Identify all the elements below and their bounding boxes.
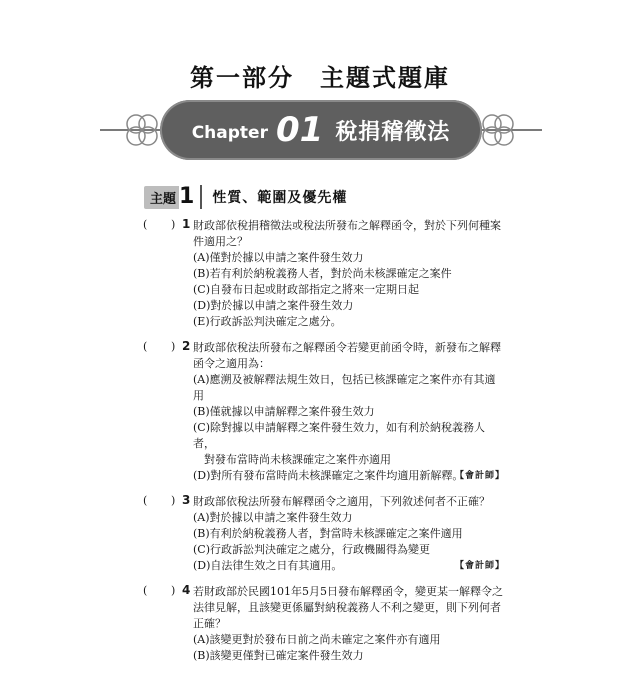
question-number: 2 (182, 339, 191, 353)
option-text: (B)僅就據以申請解釋之案件發生效力 (193, 405, 375, 418)
source-tag: 【會計師】 (454, 561, 505, 571)
question-item (0, 584, 640, 664)
option-item (193, 510, 505, 526)
answer-paren-right: ) (171, 584, 176, 597)
option-text: (D)對於據以申請之案件發生效力 (193, 299, 354, 312)
option-text: (C)行政訴訟判決確定之處分，行政機關得為變更 (193, 543, 430, 556)
chapter-title: 稅捐稽徵法 (335, 119, 451, 145)
option-text: (B)該變更僅對已確定案件發生效力 (193, 649, 364, 662)
topic-heading (144, 185, 347, 209)
question-text: 若財政部於民國101年5月5日發布解釋函令，變更某一解釋令之法律見解，且該變更係屬對納稅義務人不利之變更，則下列何者正確？ (193, 585, 503, 630)
question-text: 財政部依稅法所發布之解釋函令若變更前函令時，新發布之解釋函令之適用為： (193, 341, 501, 370)
ornament-right-icon (478, 110, 520, 150)
topic-number: 1 (179, 185, 202, 209)
option-item (193, 314, 505, 330)
part-title: 第一部分 主題式題庫 (190, 64, 450, 92)
option-text: (C)自發布日起或財政部指定之將來一定期日起 (193, 283, 419, 296)
option-text: (A)僅對於據以申請之案件發生效力 (193, 251, 364, 264)
option-item (193, 452, 505, 468)
option-text: 對發布當時尚未核課確定之案件亦適用 (204, 453, 391, 466)
option-item (193, 250, 505, 266)
option-text: (A)應溯及被解釋法規生效日，包括已核課確定之案件亦有其適用 (193, 373, 496, 402)
option-item (193, 282, 505, 298)
question-number: 3 (182, 493, 191, 507)
answer-paren-left: ( (143, 340, 148, 353)
option-text: (A)對於據以申請之案件發生效力 (193, 511, 353, 524)
answer-paren-right: ) (171, 218, 176, 231)
question-number: 4 (182, 583, 191, 597)
question-text: 財政部依稅捐稽徵法或稅法所發布之解釋函令，對於下列何種案件適用之？ (193, 219, 501, 248)
option-item (193, 266, 505, 282)
ornament-left-icon (122, 110, 164, 150)
answer-paren-left: ( (143, 494, 148, 507)
option-item (193, 372, 505, 404)
chapter-word: Chapter (191, 123, 268, 143)
answer-paren-left: ( (143, 218, 148, 231)
question-item (0, 494, 640, 574)
option-item (193, 468, 505, 484)
chapter-number: 01 (275, 110, 324, 150)
chapter-banner (160, 100, 482, 160)
question-item (0, 218, 640, 330)
option-item (193, 404, 505, 420)
option-text: (B)若有利於納稅義務人者，對於尚未核課確定之案件 (193, 267, 452, 280)
question-text: 財政部依稅法所發布解釋函令之適用，下列敘述何者不正確？ (193, 495, 490, 508)
option-text: (C)除對據以申請解釋之案件發生效力，如有利於納稅義務人者， (193, 421, 485, 450)
option-item (193, 632, 505, 648)
question-item (0, 340, 640, 484)
option-text: (A)該變更對於發布日前之尚未確定之案件亦有適用 (193, 633, 441, 646)
answer-paren-right: ) (171, 494, 176, 507)
answer-paren-left: ( (143, 584, 148, 597)
question-number: 1 (182, 217, 191, 231)
option-text: (D)對所有發布當時尚未核課確定之案件均適用新解釋。 (193, 469, 464, 482)
option-item (193, 420, 505, 452)
option-item (193, 542, 505, 558)
answer-paren-right: ) (171, 340, 176, 353)
question-list (0, 218, 640, 674)
source-tag: 【會計師】 (454, 471, 505, 481)
option-item (193, 298, 505, 314)
option-item (193, 648, 505, 664)
option-text: (D)自法律生效之日有其適用。 (193, 559, 343, 572)
topic-title: 性質、範圍及優先權 (212, 190, 348, 206)
option-item (193, 558, 505, 574)
option-item (193, 526, 505, 542)
option-text: (B)有利於納稅義務人者，對當時未核課確定之案件適用 (193, 527, 463, 540)
option-text: (E)行政訴訟判決確定之處分。 (193, 315, 342, 328)
topic-tag: 主題 (144, 186, 179, 209)
